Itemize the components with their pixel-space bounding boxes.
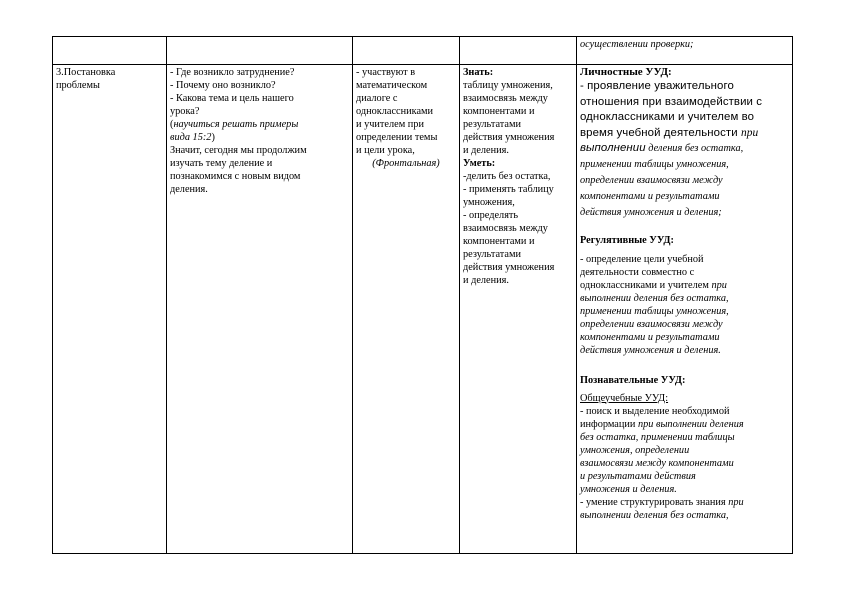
cell-results [460, 65, 577, 554]
personal-uud-text: время учебной деятельности при [580, 126, 759, 139]
regulative-uud-text: компонентами и результатами [580, 331, 720, 343]
cognitive-uud-text: без остатка, применении таблицы [580, 431, 735, 443]
spacer [580, 221, 789, 234]
teacher-text: познакомимся с новым видом [170, 171, 301, 182]
personal-uud-text: применении таблицы умножения, [580, 158, 729, 170]
know-item: таблицу умножения, [463, 80, 553, 91]
cognitive-uud-text: - поиск и выделение необходимой [580, 405, 730, 417]
cell-students-activity [353, 65, 460, 554]
cell-uud [577, 65, 793, 554]
stage-name: 3.Постановка [56, 67, 116, 78]
know-item: компонентами и [463, 106, 535, 117]
table-row [53, 37, 793, 65]
students-text: и учителем при [356, 119, 424, 130]
personal-uud-text: выполнении деления без остатка, [580, 142, 744, 154]
work-form: (Фронтальная) [372, 158, 440, 169]
students-text: одноклассниками [356, 106, 434, 117]
know-item: результатами [463, 119, 521, 130]
can-item: - определять [463, 210, 519, 221]
uud-prev-text: осуществлении проверки; [580, 39, 694, 50]
personal-uud-text: действия умножения и деления; [580, 206, 722, 218]
cognitive-uud-title: Познавательные УУД: [580, 374, 686, 386]
cell-students-prev [353, 37, 460, 65]
know-item: взаимосвязь между [463, 93, 548, 104]
regulative-uud-text: применении таблицы умножения, [580, 305, 729, 317]
table-row [53, 65, 793, 554]
personal-uud-text: - проявление уважительного [580, 80, 734, 92]
cognitive-uud-text: умножения и деления. [580, 483, 677, 495]
personal-uud-text: определении взаимосвязи между [580, 174, 723, 186]
cognitive-uud-text: взаимосвязи между компонентами [580, 457, 734, 469]
can-item: действия умножения [463, 262, 555, 273]
can-item: и деления. [463, 275, 509, 286]
know-label: Знать: [463, 67, 494, 78]
students-text: и цели урока, [356, 145, 415, 156]
stage-name: проблемы [56, 80, 100, 91]
regulative-uud-title: Регулятивные УУД: [580, 234, 674, 246]
regulative-uud-text: действия умножения и деления. [580, 344, 721, 356]
cognitive-uud-text: - умение структурировать знания при [580, 496, 744, 508]
personal-uud-text: одноклассниками и учителем во [580, 111, 755, 123]
can-item: умножения, [463, 197, 515, 208]
general-uud-subtitle: Общеучебные УУД: [580, 392, 669, 404]
teacher-question: - Почему оно возникло? [170, 80, 276, 91]
regulative-uud-text: выполнении деления без остатка, [580, 292, 729, 304]
can-item: взаимосвязь между [463, 223, 548, 234]
know-item: и деления. [463, 145, 509, 156]
regulative-uud-text: одноклассниками и учителем при [580, 279, 727, 291]
cell-teacher-activity [167, 65, 353, 554]
teacher-text: Значит, сегодня мы продолжим [170, 145, 307, 156]
teacher-question: - Какова тема и цель нашего [170, 93, 294, 104]
students-text: определении темы [356, 132, 438, 143]
students-text: - участвуют в [356, 67, 416, 78]
cell-results-prev [460, 37, 577, 65]
personal-uud-text: компонентами и результатами [580, 190, 720, 202]
cell-uud-prev [577, 37, 793, 65]
can-item: -делить без остатка, [463, 171, 551, 182]
cell-teacher-prev [167, 37, 353, 65]
cell-stage-prev [53, 37, 167, 65]
teacher-text: изучать тему деление и [170, 158, 273, 169]
lesson-aim: вида 15:2) [170, 132, 215, 143]
can-item: компонентами и [463, 236, 535, 247]
cognitive-uud-text: и результатами действия [580, 470, 696, 482]
cognitive-uud-text: умножения, определении [580, 444, 690, 456]
teacher-text: деления. [170, 184, 208, 195]
teacher-question: урока? [170, 106, 200, 117]
cell-stage [53, 65, 167, 554]
lesson-aim: (научиться решать примеры [170, 119, 299, 130]
personal-uud-title: Личностные УУД: [580, 66, 672, 78]
teacher-question: - Где возникло затруднение? [170, 67, 295, 78]
cognitive-uud-text: выполнении деления без остатка, [580, 509, 729, 521]
can-item: результатами [463, 249, 521, 260]
students-text: диалоге с [356, 93, 398, 104]
cognitive-uud-text: информации при выполнении деления [580, 418, 744, 430]
know-item: действия умножения [463, 132, 555, 143]
regulative-uud-text: деятельности совместно с [580, 266, 695, 278]
students-text: математическом [356, 80, 428, 91]
personal-uud-text: отношения при взаимодействии с [580, 95, 763, 108]
can-item: - применять таблицу [463, 184, 554, 195]
spacer [580, 357, 789, 374]
lesson-plan-table [52, 36, 793, 554]
can-label: Уметь: [463, 158, 496, 169]
regulative-uud-text: - определение цели учебной [580, 253, 704, 265]
regulative-uud-text: определении взаимосвязи между [580, 318, 723, 330]
